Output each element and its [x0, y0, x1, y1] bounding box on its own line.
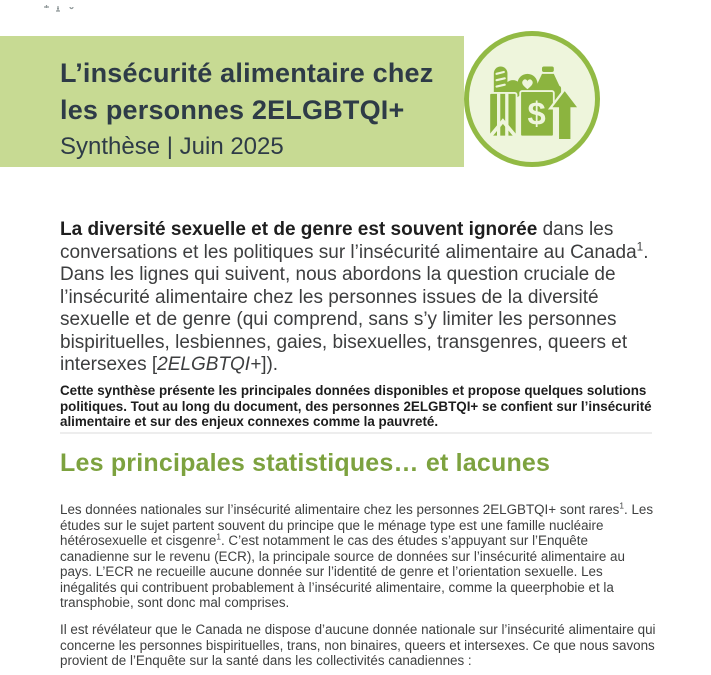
stats-text-2: . Les études sur le sujet partent souvent du principe que le ménage type est une famille nucléaire hétérosexuelle et cisgenre: [60, 502, 654, 549]
section-heading-statistics: Les principales statistiques… et lacunes: [60, 449, 551, 477]
footnote-ref-2: 1: [619, 500, 624, 511]
header-band: [0, 36, 464, 167]
intro-text-3: ]).: [261, 354, 279, 375]
page-title-line1: L’insécurité alimentaire chez: [60, 58, 434, 88]
data-gap-paragraph: Il est révélateur que le Canada ne dispose d’aucune donnée nationale sur l’insécurité alimentaire qui concerne les personnes bispirituelles, trans, non binaires, queers et intersexes. Ce que nous savons provient de l’Enquête sur la santé dans les collectivités canadiennes :: [60, 622, 656, 669]
header-band-content: [0, 36, 464, 163]
groceries-price-rise-icon: [482, 54, 582, 150]
page-title-line2: les personnes 2ELGBTQI+: [60, 95, 405, 125]
intro-paragraph: [60, 219, 656, 377]
page-subtitle: Synthèse | Juin 2025: [60, 133, 284, 160]
intro-lead-bold: La diversité sexuelle et de genre est souvent ignorée: [60, 219, 538, 240]
footnote-ref-1: 1: [636, 240, 644, 254]
statistics-paragraph: [60, 502, 656, 611]
intro-text-1: dans les conversations et les politiques sur l’insécurité alimentaire au Canada: [60, 219, 637, 263]
footnote-ref-3: 1: [216, 531, 221, 542]
key-message-paragraph: Cette synthèse présente les principales données disponibles et propose quelques solutions politiques. Tout au long du document, des personnes 2ELGBTQI+ se confient sur l’insécurité alimentaire et sur des enjeux connexes comme la pauvreté.: [60, 383, 652, 430]
section-divider: [60, 432, 652, 434]
logo-fragment-marks: [42, 5, 82, 13]
stats-text-3: . C’est notamment le cas des études s’appuyant sur l’Enquête canadienne sur le revenu (ECR), la principale source de données sur l’insécurité alimentaire au pays. L’ECR ne recueille aucune donnée sur l’identité de genre et l’orientation sexuelle. Les inégalités qui contribuent probablement à l’insécurité alimentaire, comme la queerphobie et la transphobie, sont donc mal comprises.: [60, 533, 625, 611]
header-badge: [464, 31, 600, 167]
stats-text-1: Les données nationales sur l’insécurité alimentaire chez les personnes 2ELGBTQI+ sont rares: [60, 502, 620, 518]
intro-text-2: . Dans les lignes qui suivent, nous abordons la question cruciale de l’insécurité alimentaire chez les personnes issues de la diversité sexuelle et de genre (qui comprend, sans s’y limiter les personnes bispirituelles, lesbiennes, gaies, bisexuelles, transgenres, queers et intersexes [: [60, 241, 649, 375]
cropped-logo-fragment: [42, 0, 82, 8]
page-title: [60, 55, 464, 129]
dollar-sign-glyph: $: [527, 94, 546, 132]
acronym-italic: 2ELGBTQI+: [157, 354, 262, 375]
